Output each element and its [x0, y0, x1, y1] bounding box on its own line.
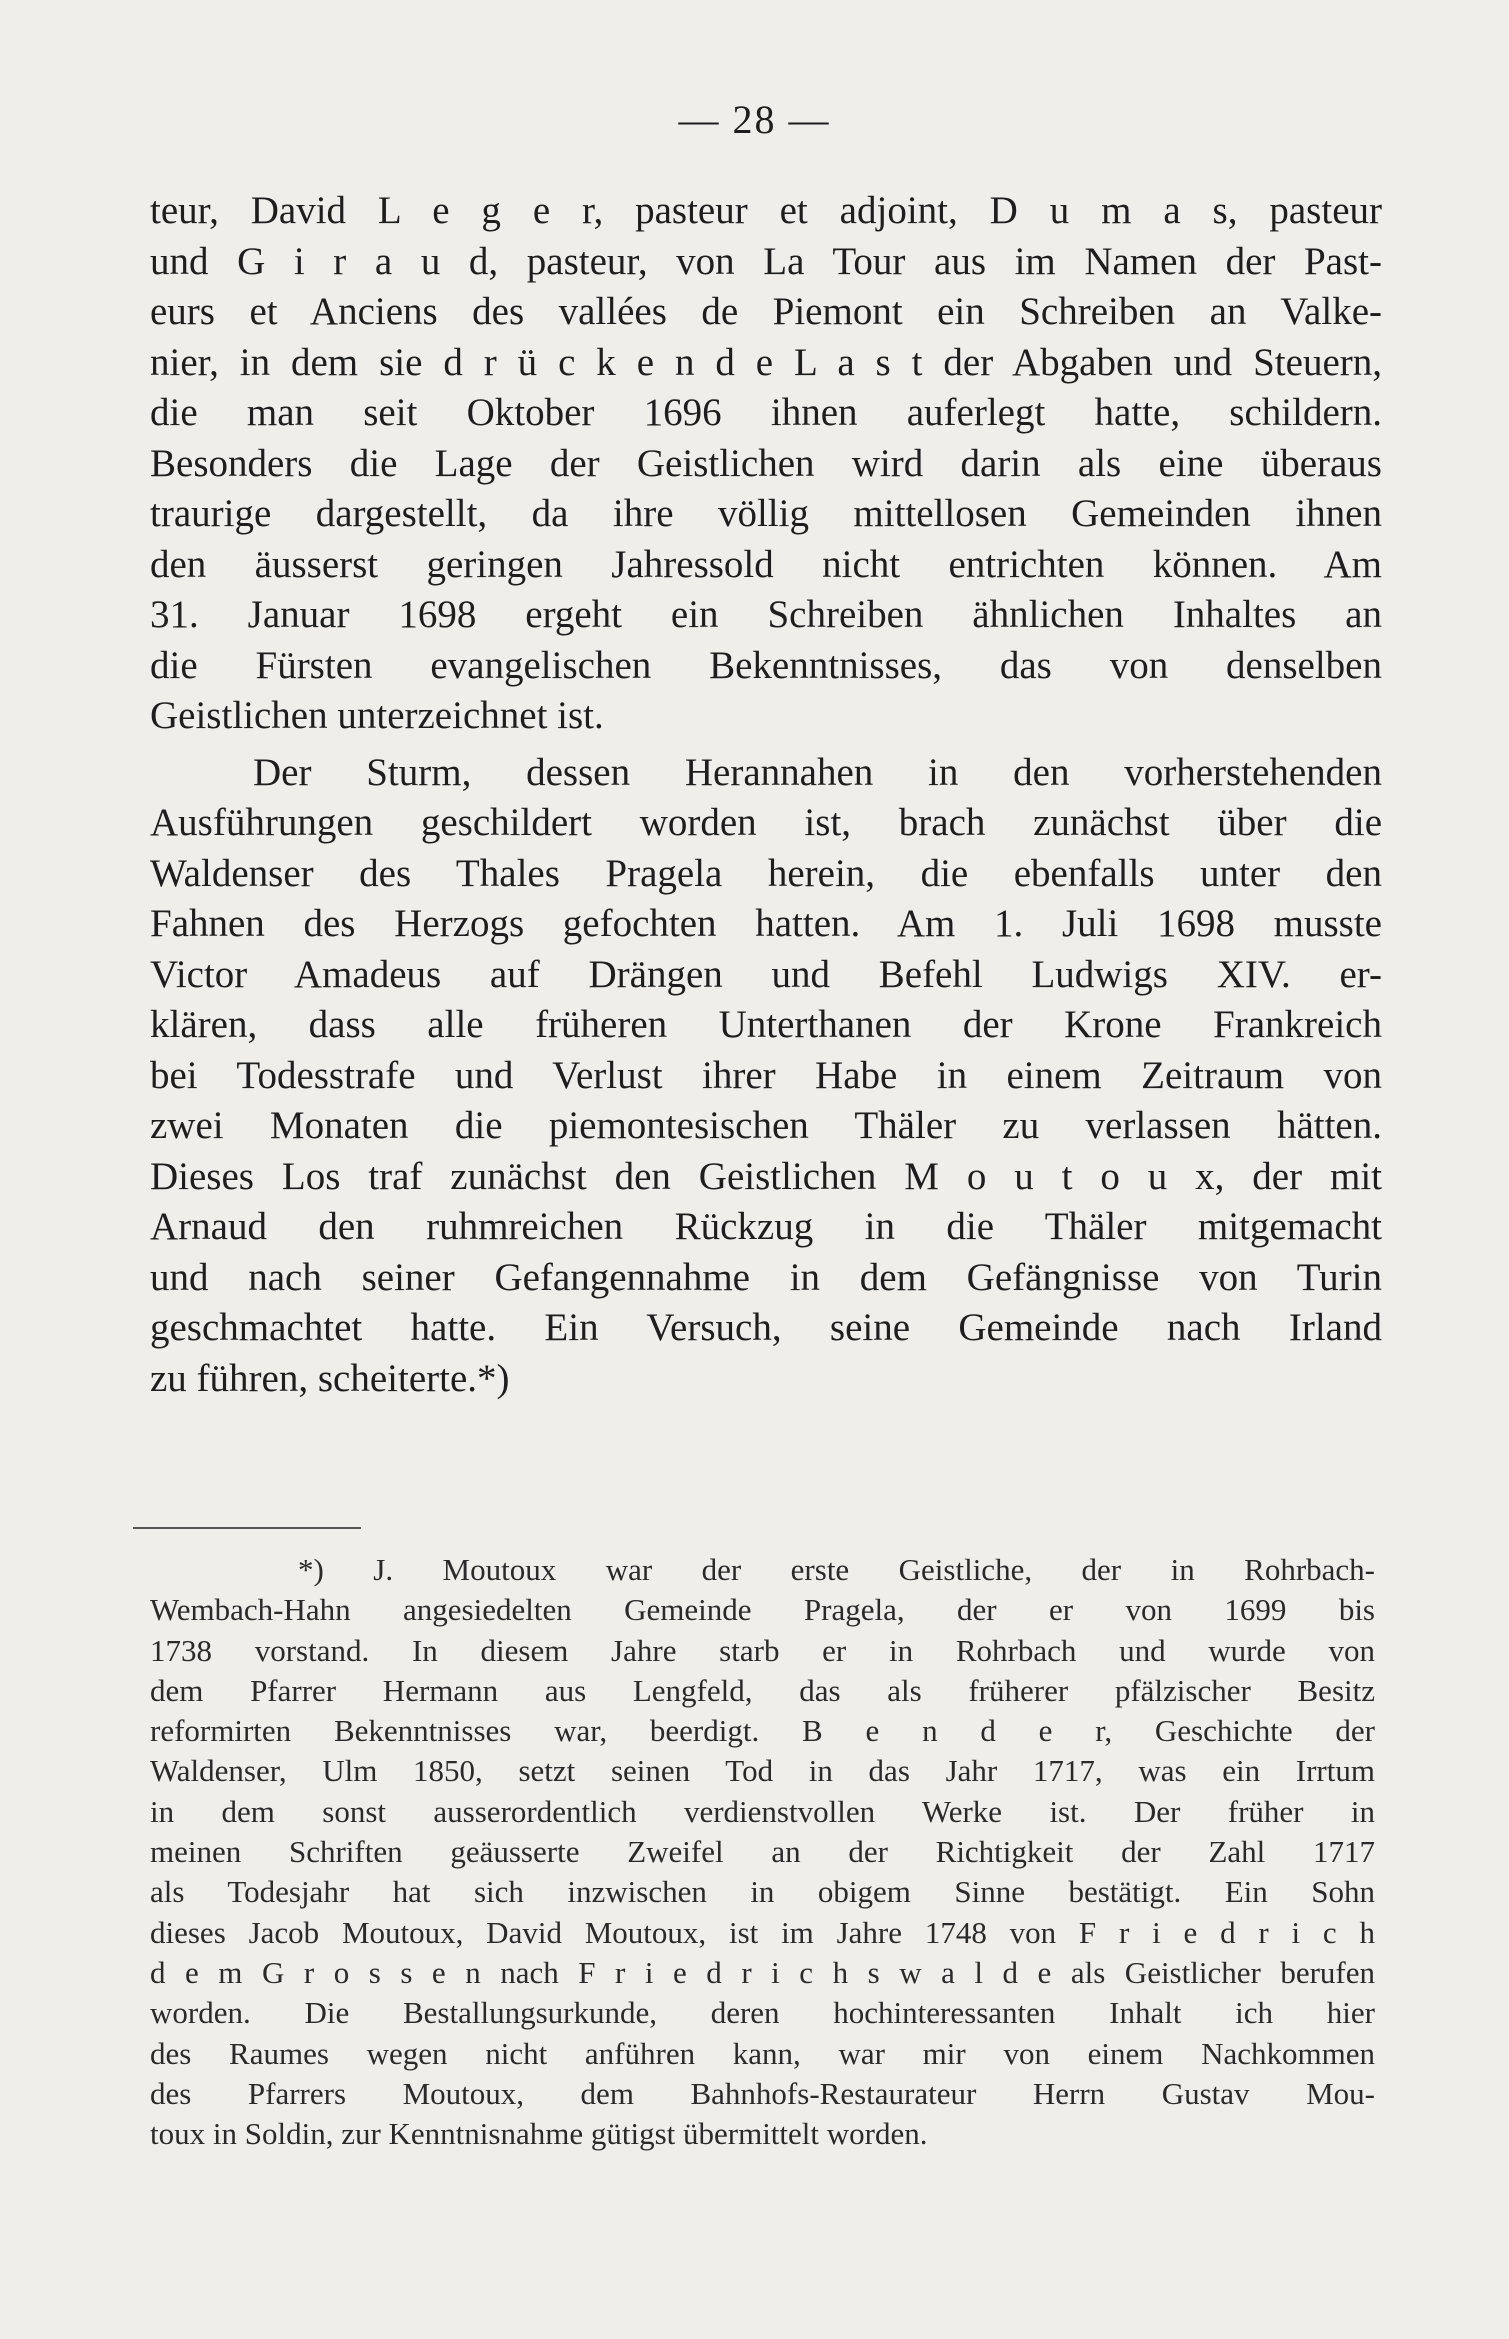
footnote-line: *) J. Moutoux war der erste Geistliche, der in Rohrbach-: [298, 1552, 1375, 1587]
text-line: eurs et Anciens des vallées de Piemont ein Schreiben an Valke-: [150, 290, 1382, 333]
text-line: zu führen, scheiterte.*): [150, 1356, 510, 1400]
text-line: und G i r a u d, pasteur, von La Tour aus im Namen der Past-: [150, 239, 1382, 283]
paragraph-1: [150, 186, 1382, 742]
text-line: die man seit Oktober 1696 ihnen auferlegt hatte, schildern.: [150, 391, 1382, 434]
text-line: teur, David L e g e r, pasteur et adjoint, D u m a s, pasteur: [150, 189, 1382, 232]
text-line: Besonders die Lage der Geistlichen wird darin als eine überaus: [150, 441, 1382, 485]
text-line: nier, in dem sie d r ü c k e n d e L a s t der Abgaben und Steuern,: [150, 340, 1382, 384]
page-number: — 28 —: [678, 97, 831, 142]
paragraph-2: [150, 748, 1382, 1405]
text-line: 31. Januar 1698 ergeht ein Schreiben ähnlichen Inhaltes an: [150, 593, 1382, 636]
footnote-line: 1738 vorstand. In diesem Jahre starb er in Rohrbach und wurde von: [150, 1632, 1375, 1668]
footnote-line: reformirten Bekenntnisses war, beerdigt. B e n d e r, Geschichte der: [150, 1713, 1375, 1749]
footnote-line: in dem sonst ausserordentlich verdienstvollen Werke ist. Der früher in: [150, 1793, 1375, 1829]
text-line: Arnaud den ruhmreichen Rückzug in die Thäler mitgemacht: [150, 1205, 1382, 1248]
text-line: geschmachtet hatte. Ein Versuch, seine Gemeinde nach Irland: [150, 1306, 1382, 1349]
main-text: [150, 186, 1382, 1404]
footnote-line: meinen Schriften geäusserte Zweifel an der Richtigkeit der Zahl 1717: [150, 1834, 1375, 1870]
text-line: und nach seiner Gefangennahme in dem Gefängnisse von Turin: [150, 1255, 1382, 1299]
text-line: Dieses Los traf zunächst den Geistlichen M o u t o u x, der mit: [150, 1154, 1382, 1198]
text-line: Ausführungen geschildert worden ist, brach zunächst über die: [150, 801, 1382, 844]
footnote-line: dem Pfarrer Hermann aus Lengfeld, das als früherer pfälzischer Besitz: [150, 1672, 1375, 1708]
text-line: Fahnen des Herzogs gefochten hatten. Am 1. Juli 1698 musste: [150, 902, 1382, 945]
footnote-line: d e m G r o s s e n nach F r i e d r i c h s w a l d e als Geistlicher berufen: [150, 1954, 1375, 1990]
text-line: Victor Amadeus auf Drängen und Befehl Ludwigs XIV. er-: [150, 952, 1382, 996]
text-line: bei Todesstrafe und Verlust ihrer Habe in einem Zeitraum von: [150, 1053, 1382, 1097]
text-line: Waldenser des Thales Pragela herein, die ebenfalls unter den: [150, 851, 1382, 895]
footnote-line: Wembach-Hahn angesiedelten Gemeinde Pragela, der er von 1699 bis: [150, 1592, 1375, 1628]
text-line: zwei Monaten die piemontesischen Thäler zu verlassen hätten.: [150, 1104, 1382, 1147]
footnote-line: des Pfarrers Moutoux, dem Bahnhofs-Restaurateur Herrn Gustav Mou-: [150, 2075, 1375, 2111]
text-line: Geistlichen unterzeichnet ist.: [150, 694, 604, 737]
text-line: klären, dass alle früheren Unterthanen der Krone Frankreich: [150, 1003, 1382, 1046]
footnote: [150, 1550, 1375, 2154]
footnote-line: worden. Die Bestallungsurkunde, deren hochinteressanten Inhalt ich hier: [150, 1995, 1375, 2031]
footnote-line: als Todesjahr hat sich inzwischen in obigem Sinne bestätigt. Ein Sohn: [150, 1874, 1375, 1910]
footnote-line: dieses Jacob Moutoux, David Moutoux, ist im Jahre 1748 von F r i e d r i c h: [150, 1914, 1375, 1950]
footnote-line: Waldenser, Ulm 1850, setzt seinen Tod in das Jahr 1717, was ein Irrtum: [150, 1753, 1375, 1789]
text-line: Der Sturm, dessen Herannahen in den vorherstehenden: [253, 750, 1382, 794]
text-line: traurige dargestellt, da ihre völlig mittellosen Gemeinden ihnen: [150, 492, 1382, 535]
footnote-line: des Raumes wegen nicht anführen kann, war mir von einem Nachkommen: [150, 2035, 1375, 2071]
footnote-line: toux in Soldin, zur Kenntnisnahme gütigst übermittelt worden.: [150, 2116, 928, 2152]
footnote-divider: [133, 1527, 361, 1529]
text-line: die Fürsten evangelischen Bekenntnisses, das von denselben: [150, 643, 1382, 687]
text-line: den äusserst geringen Jahressold nicht entrichten können. Am: [150, 542, 1382, 586]
